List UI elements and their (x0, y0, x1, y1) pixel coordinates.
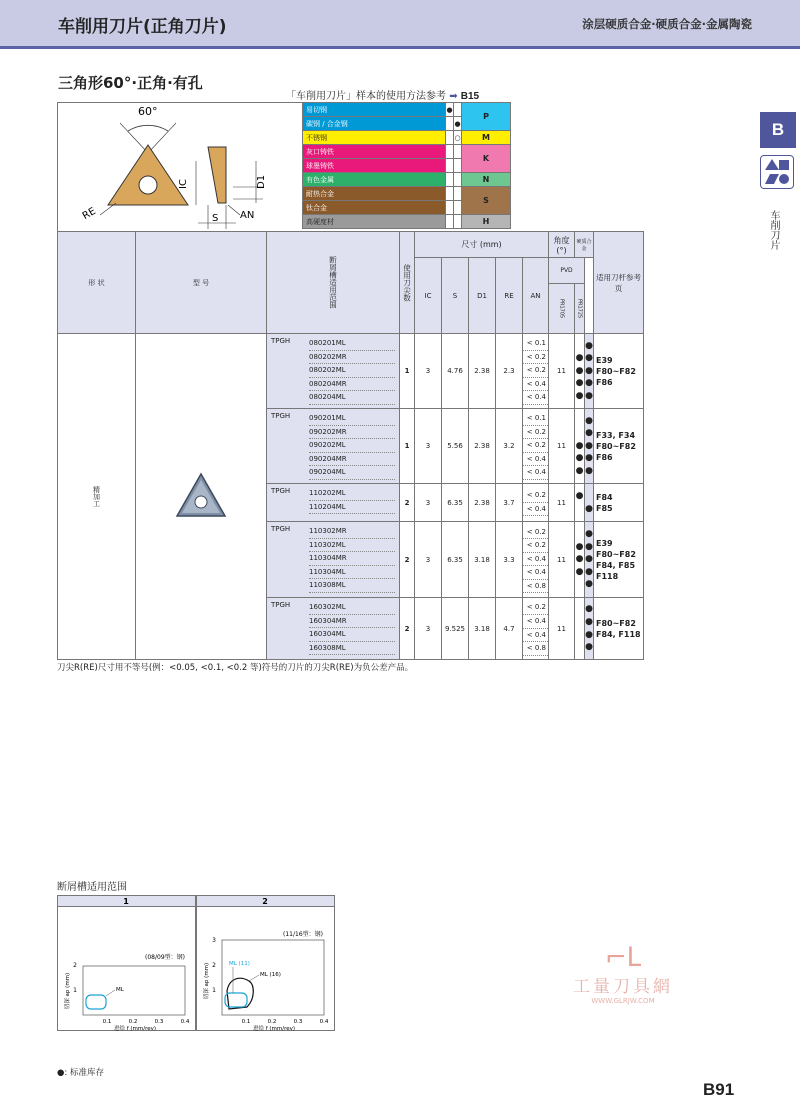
stock-dot: ● (585, 428, 593, 439)
toolholder-ref (594, 334, 644, 409)
re-value: < 0.2 (523, 439, 548, 453)
panel2-ytick-1: 1 (212, 987, 216, 994)
material-legend (302, 102, 511, 229)
re-value: < 0.2 (523, 426, 548, 440)
stock-dot: ● (575, 353, 584, 364)
re-value: < 0.2 (523, 364, 548, 378)
stock-dot (575, 603, 584, 616)
stock-dot: ● (585, 378, 593, 389)
toolholder-page-link[interactable]: F118 (596, 571, 619, 581)
stock-dot (575, 503, 584, 516)
toolholder-page-link[interactable]: E39 (596, 355, 613, 365)
page-title: 车削用刀片(正角刀片) (58, 17, 227, 37)
re-value: < 0.4 (523, 566, 548, 580)
corners-value: 3 (415, 484, 442, 522)
panel2-xtick-4: 0.4 (319, 1019, 329, 1025)
model-code[interactable]: 110302MR (309, 525, 395, 539)
ic-value: 6.35 (442, 522, 469, 598)
model-code[interactable]: 090202MR (309, 426, 395, 440)
material-suit-mark (446, 145, 454, 159)
panel2-xtick-2: 0.2 (267, 1019, 277, 1025)
panel1-series-label: ML (116, 987, 124, 993)
watermark (568, 944, 678, 1014)
model-code[interactable]: 160304MR (309, 615, 395, 629)
toolholder-ref (594, 598, 644, 660)
model-code[interactable]: 160302ML (309, 601, 395, 615)
d1-label: D1 (256, 174, 267, 189)
material-suit-mark (454, 145, 462, 159)
grade-stock-marks (575, 409, 585, 484)
toolholder-ref (594, 409, 644, 484)
material-name: 有色金属 (303, 173, 446, 187)
an-value: 11 (549, 409, 575, 484)
re-values (523, 598, 549, 660)
stock-dot: ● (585, 604, 593, 615)
grade-stock-marks (585, 598, 594, 660)
col-angle: 角度 (°) (549, 232, 575, 258)
toolholder-page-link[interactable]: F80~F82 (596, 441, 636, 451)
stock-dot: ● (585, 365, 593, 376)
material-name: 灰口铸铁 (303, 145, 446, 159)
model-code[interactable]: 090204ML (309, 466, 395, 480)
material-suit-mark (454, 187, 462, 201)
stock-dot: ● (585, 566, 593, 577)
grade-stock-marks (575, 334, 585, 409)
model-code[interactable]: 110304ML (309, 566, 395, 580)
material-suit-mark (454, 201, 462, 215)
toolholder-page-link[interactable]: F33, F34 (596, 430, 636, 440)
stock-dot (575, 578, 584, 591)
re-value: < 0.4 (523, 503, 548, 517)
stock-dot: ● (585, 340, 593, 351)
material-name: 不锈钢 (303, 131, 446, 145)
material-suit-mark: ● (454, 117, 462, 131)
panel2-ylabel: 切深 ap (mm) (204, 962, 210, 1000)
toolholder-ref (594, 522, 644, 598)
chip-range-value: 1 (400, 334, 415, 409)
stock-dot (585, 490, 593, 503)
toolholder-page-link[interactable]: F84, F118 (596, 629, 641, 639)
stock-dot: ● (585, 529, 593, 540)
insert-drawing (58, 103, 303, 233)
page-subtitle: 涂层硬质合金·硬质合金·金属陶瓷 (582, 17, 752, 31)
re-value: < 0.4 (523, 629, 548, 643)
reference-page-link[interactable]: B15 (460, 91, 480, 102)
panel1-xtick-4: 0.4 (180, 1019, 190, 1025)
reference-text: 「车削用刀片」样本的使用方法参考 (286, 91, 446, 102)
model-code[interactable]: 080204MR (309, 378, 395, 392)
material-iso-code: K (462, 145, 511, 173)
panel2-note: (11/16型：钢) (283, 931, 323, 938)
material-suit-mark: ● (446, 103, 454, 117)
re-values (523, 334, 549, 409)
panel2-xtick-3: 0.3 (293, 1019, 303, 1025)
toolholder-page-link[interactable]: F80~F82 (596, 618, 636, 628)
model-cell (267, 484, 400, 522)
model-code[interactable]: 090202ML (309, 439, 395, 453)
material-suit-mark: ○ (454, 131, 462, 145)
panel2-xlabel: 进给 f (mm/rev) (252, 1026, 296, 1031)
an-value: 11 (549, 522, 575, 598)
panel2-xtick-1: 0.1 (241, 1019, 251, 1025)
chip-range-value: 1 (400, 409, 415, 484)
stock-dot: ● (585, 353, 593, 364)
model-prefix: TPGH (271, 487, 291, 495)
material-name: 钛合金 (303, 201, 446, 215)
re-values (523, 522, 549, 598)
corners-value: 3 (415, 334, 442, 409)
material-suit-mark (454, 215, 462, 229)
model-code[interactable]: 160308ML (309, 642, 395, 656)
footnote: 刀尖R(RE)尺寸用不等号(例：<0.05, <0.1, <0.2 等)符号的刀片的刀尖R(RE)为负公差产品。 (57, 663, 414, 673)
arrow-circle-icon: ➡ (449, 91, 458, 102)
model-code[interactable]: 110204ML (309, 501, 395, 515)
re-value: < 0.8 (523, 642, 548, 656)
material-iso-code: S (462, 187, 511, 215)
material-iso-code: H (462, 215, 511, 229)
col-pvd: PVD (549, 258, 585, 284)
re-label: RE (80, 205, 98, 223)
insert-table (57, 231, 644, 660)
watermark-logo-icon: ⌐ᒪ (604, 943, 642, 973)
section-tab-b[interactable]: B (760, 112, 796, 148)
col-corners: 使用刀尖数 (400, 232, 415, 334)
model-code[interactable]: 110308ML (309, 579, 395, 593)
material-suit-mark (446, 187, 454, 201)
toolholder-page-link[interactable]: F85 (596, 503, 613, 513)
panel1-ylabel: 切深 ap (mm) (65, 972, 71, 1010)
panel1-xlabel: 进给 f (mm/rev) (113, 1026, 157, 1031)
s-value: 3.18 (469, 598, 496, 660)
material-suit-mark (446, 117, 454, 131)
model-prefix: TPGH (271, 337, 291, 345)
re-value: < 0.4 (523, 466, 548, 480)
chip-range-value: 2 (400, 484, 415, 522)
ic-value: 9.525 (442, 598, 469, 660)
col-s: S (442, 258, 469, 334)
col-toolref: 适用刀杆参考页 (594, 232, 644, 334)
material-iso-code: M (462, 131, 511, 145)
watermark-title: 工量刀具網 (573, 977, 673, 997)
insert-category-icon (760, 155, 794, 189)
material-name: 高硬度材 (303, 215, 446, 229)
grade-stock-marks (575, 522, 585, 598)
material-suit-mark (454, 159, 462, 173)
material-row (303, 131, 511, 145)
material-row (303, 145, 511, 159)
panel2-ytick-2: 2 (212, 962, 216, 969)
material-name: 球墨铸铁 (303, 159, 446, 173)
col-coating: 硬质合金 (575, 232, 594, 258)
s-label: S (212, 213, 219, 224)
re-value: < 0.2 (523, 526, 548, 540)
stock-dot: ● (585, 629, 593, 640)
material-name: 易切钢 (303, 103, 446, 117)
stock-dot: ● (585, 465, 593, 476)
model-cell (267, 334, 400, 409)
material-suit-mark (446, 201, 454, 215)
re-value: < 0.1 (523, 412, 548, 426)
panel1-xtick-3: 0.3 (154, 1019, 164, 1025)
stock-dot (575, 528, 584, 541)
stock-dot (575, 641, 584, 654)
toolholder-page-link[interactable]: F86 (596, 377, 613, 387)
an-value: 11 (549, 598, 575, 660)
re-value: < 0.4 (523, 553, 548, 567)
stock-dot: ● (575, 541, 584, 552)
reference-note (286, 87, 479, 102)
re-value: < 0.4 (523, 453, 548, 467)
s-value: 3.18 (469, 522, 496, 598)
stock-dot: ● (575, 465, 584, 476)
re-values (523, 484, 549, 522)
chip-range-value: 2 (400, 522, 415, 598)
stock-dot: ● (585, 503, 593, 514)
re-value: < 0.2 (523, 489, 548, 503)
material-row (303, 173, 511, 187)
re-value: < 0.2 (523, 601, 548, 615)
col-grade-2: PR1725 (575, 284, 585, 334)
corners-value: 3 (415, 598, 442, 660)
grade-stock-marks (585, 522, 594, 598)
stock-dot: ● (585, 642, 593, 653)
ic-value: 5.56 (442, 409, 469, 484)
col-ic: IC (415, 258, 442, 334)
material-iso-code: N (462, 173, 511, 187)
model-code[interactable]: 090201ML (309, 412, 395, 426)
stock-dot: ● (575, 390, 584, 401)
toolholder-page-link[interactable]: E39 (596, 538, 613, 548)
stock-dot: ● (575, 365, 584, 376)
model-cell (267, 409, 400, 484)
material-row (303, 215, 511, 229)
material-suit-mark (446, 159, 454, 173)
grade-stock-marks (585, 484, 594, 522)
panel2-series1-label: ML (11) (229, 961, 250, 967)
model-code[interactable]: 110304MR (309, 552, 395, 566)
insert-photo-icon (171, 466, 231, 526)
toolholder-page-link[interactable]: F80~F82 (596, 549, 636, 559)
watermark-url: WWW.GLRJW.COM (591, 997, 655, 1005)
corners-value: 3 (415, 522, 442, 598)
stock-dot: ● (575, 490, 584, 501)
toolholder-page-link[interactable]: F84 (596, 492, 613, 502)
re-value: < 0.4 (523, 391, 548, 405)
panel2-ytick-3: 3 (212, 937, 216, 944)
panel1-ytick-2: 2 (73, 962, 77, 969)
stock-dot: ● (585, 390, 593, 401)
re-value: < 0.8 (523, 580, 548, 594)
col-chip-range: 断屑槽适用范围 (267, 232, 400, 334)
model-code[interactable]: 080204ML (309, 391, 395, 405)
re-value: < 0.2 (523, 351, 548, 365)
chip-range-title: 断屑槽适用范围 (57, 882, 127, 893)
stock-dot: ● (585, 415, 593, 426)
model-code[interactable]: 080201ML (309, 337, 395, 351)
model-code[interactable]: 110202ML (309, 487, 395, 501)
material-suit-mark (446, 131, 454, 145)
col-grade-1: PR1705 (549, 284, 575, 334)
s-value: 2.38 (469, 334, 496, 409)
ic-value: 6.35 (442, 484, 469, 522)
side-label: 车削刀片 (768, 210, 779, 250)
col-shape: 形 状 (58, 232, 136, 334)
re-values (523, 409, 549, 484)
insert-group-row (58, 334, 644, 409)
col-model: 型 号 (136, 232, 267, 334)
re-value: < 0.2 (523, 539, 548, 553)
panel2-head: 2 (262, 897, 268, 906)
panel1-head: 1 (123, 897, 129, 906)
panel1-xtick-2: 0.2 (128, 1019, 138, 1025)
model-cell (267, 598, 400, 660)
d1-value: 3.7 (496, 484, 523, 522)
model-code[interactable]: 080202ML (309, 364, 395, 378)
panel1-ytick-1: 1 (73, 987, 77, 994)
stock-dot: ● (575, 378, 584, 389)
model-code[interactable]: 080202MR (309, 351, 395, 365)
d1-value: 3.2 (496, 409, 523, 484)
ic-label: IC (178, 179, 189, 189)
re-value: < 0.4 (523, 615, 548, 629)
material-suit-mark (446, 173, 454, 187)
section-title: 三角形60°·正角·有孔 (58, 74, 203, 92)
an-value: 11 (549, 484, 575, 522)
an-value: 11 (549, 334, 575, 409)
stock-dot: ● (585, 579, 593, 590)
material-name: 碳钢 / 合金钢 (303, 117, 446, 131)
stock-dot (575, 415, 584, 428)
stock-dot: ● (585, 440, 593, 451)
col-dims: 尺寸 (mm) (415, 232, 549, 258)
material-row (303, 103, 511, 117)
panel1-note: (08/09型：钢) (145, 954, 185, 961)
stock-dot: ● (585, 453, 593, 464)
grade-stock-marks (575, 598, 585, 660)
s-value: 2.38 (469, 484, 496, 522)
ic-value: 4.76 (442, 334, 469, 409)
d1-value: 2.3 (496, 334, 523, 409)
stock-dot: ● (575, 566, 584, 577)
col-an: AN (523, 258, 549, 334)
material-suit-mark (446, 215, 454, 229)
corners-value: 3 (415, 409, 442, 484)
stock-dot: ● (585, 616, 593, 627)
model-code[interactable]: 090204MR (309, 453, 395, 467)
toolholder-page-link[interactable]: F84, F85 (596, 560, 636, 570)
col-re: RE (496, 258, 523, 334)
toolholder-page-link[interactable]: F80~F82 (596, 366, 636, 376)
d1-value: 3.3 (496, 522, 523, 598)
toolholder-ref (594, 484, 644, 522)
an-label: AN (240, 210, 255, 221)
s-value: 2.38 (469, 409, 496, 484)
material-suit-mark (454, 173, 462, 187)
grade-stock-marks (575, 484, 585, 522)
model-prefix: TPGH (271, 412, 291, 420)
panel1-xtick-1: 0.1 (102, 1019, 112, 1025)
d1-value: 4.7 (496, 598, 523, 660)
chip-range-value: 2 (400, 598, 415, 660)
material-iso-code: P (462, 103, 511, 131)
stock-dot (575, 340, 584, 353)
grade-stock-marks (585, 334, 594, 409)
col-d1: D1 (469, 258, 496, 334)
insert-diagram (57, 102, 303, 234)
stock-dot (575, 427, 584, 440)
legend-note: ●: 标准库存 (57, 1068, 104, 1078)
grade-stock-marks (585, 409, 594, 484)
stock-dot: ● (585, 554, 593, 565)
material-suit-mark (454, 103, 462, 117)
model-code[interactable]: 160304ML (309, 628, 395, 642)
page-header (0, 0, 800, 49)
page-number: B91 (703, 1080, 735, 1099)
angle-label: 60° (138, 105, 158, 118)
stock-dot (575, 616, 584, 629)
stock-dot: ● (575, 453, 584, 464)
stock-dot (575, 629, 584, 642)
model-cell (267, 522, 400, 598)
material-name: 耐热合金 (303, 187, 446, 201)
model-prefix: TPGH (271, 525, 291, 533)
insert-shape-image (136, 334, 267, 660)
re-value: < 0.4 (523, 378, 548, 392)
model-code[interactable]: 110302ML (309, 539, 395, 553)
chip-range-charts (57, 895, 335, 1031)
stock-dot: ● (575, 440, 584, 451)
process-label: 精加工 (58, 334, 136, 660)
panel2-series2-label: ML (16) (260, 972, 281, 978)
model-prefix: TPGH (271, 601, 291, 609)
stock-dot: ● (585, 541, 593, 552)
re-value: < 0.1 (523, 337, 548, 351)
stock-dot: ● (575, 554, 584, 565)
material-row (303, 187, 511, 201)
toolholder-page-link[interactable]: F86 (596, 452, 613, 462)
